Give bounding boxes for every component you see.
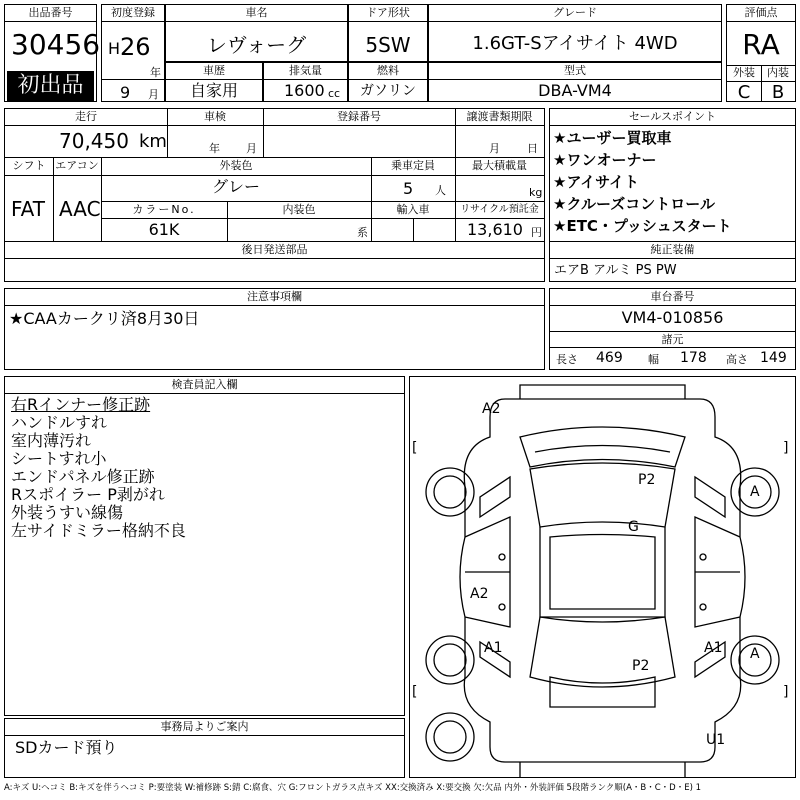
mileage-value: 70,450: [59, 129, 129, 153]
lot-label: 出品番号: [28, 6, 73, 19]
office-box: [4, 718, 405, 778]
inspection-year-unit: 年: [209, 142, 220, 155]
history-value: 自家用: [189, 81, 238, 100]
fuel-value: ガソリン: [360, 83, 416, 99]
door-box: [348, 4, 428, 62]
first-registration-label: 初度登録: [111, 6, 155, 19]
import-label: 輸入車: [396, 203, 430, 216]
car-outline-drawing: [410, 377, 795, 777]
bracket-left-front: [: [412, 440, 418, 456]
int-score-value: B: [771, 82, 785, 103]
inspection-label: 車検: [204, 110, 226, 123]
first-listing-badge: 初出品: [7, 71, 94, 101]
year-unit: 年: [150, 66, 161, 79]
history-label: 車歴: [203, 64, 225, 77]
month-unit: 月: [148, 88, 159, 101]
reg-no-label: 登録番号: [337, 110, 381, 123]
fuel-label: 燃料: [377, 64, 399, 77]
load-unit: kg: [529, 186, 543, 199]
ext-score-value: C: [737, 82, 751, 103]
equipment-label: 純正装備: [650, 243, 695, 256]
sales-point-1: ★ユーザー買取車: [553, 129, 672, 147]
capacity-value: 5: [403, 179, 414, 198]
shift-value: FAT: [11, 197, 46, 221]
sales-point-3: ★アイサイト: [553, 173, 640, 191]
recycle-value: 13,610: [467, 220, 523, 239]
damage-mark-a-rear-right-wheel: A: [750, 646, 760, 662]
office-label: 事務局よりご案内: [160, 720, 249, 733]
model-label: 型式: [564, 64, 586, 77]
height-value: 149: [760, 350, 787, 366]
displacement-box: [263, 62, 348, 102]
bracket-right-rear: ]: [783, 684, 789, 700]
height-label: 高さ: [726, 353, 748, 366]
inspector-line-6: Rスポイラー P剥がれ: [11, 485, 165, 504]
lot-number: 30456: [11, 28, 101, 61]
displacement-label: 排気量: [289, 64, 322, 77]
damage-mark-u1-rear: U1: [706, 732, 726, 748]
ac-label: エアコン: [55, 159, 99, 172]
car-diagram: [409, 376, 796, 778]
inspector-line-1: 右Rインナー修正跡: [11, 395, 151, 414]
mileage-unit: km: [139, 131, 167, 152]
int-color-label: 内装色: [282, 203, 316, 216]
equipment-value: エアB アルミ PS PW: [554, 263, 677, 278]
int-score-label: 内装: [767, 66, 789, 79]
inspector-line-7: 外装うすい線傷: [11, 503, 124, 522]
inspector-box: [4, 376, 405, 716]
damage-mark-a2-front: A2: [482, 401, 501, 417]
inspector-line-2: ハンドルすれ: [11, 413, 108, 432]
car-name-box: [165, 4, 348, 62]
length-label: 長さ: [556, 353, 578, 366]
width-value: 178: [680, 350, 707, 366]
sales-points-label: セールスポイント: [628, 110, 716, 123]
notes-label: 注意事項欄: [247, 290, 302, 303]
month-value: 9: [120, 83, 131, 102]
displacement-unit: cc: [328, 87, 341, 100]
width-label: 幅: [648, 353, 659, 366]
chassis-box: [549, 288, 796, 370]
length-value: 469: [596, 350, 623, 366]
color-no-label: カラーNo.: [132, 203, 196, 216]
inspection-month-unit: 月: [246, 142, 257, 155]
notes-value: ★CAAカークリ済8月30日: [9, 309, 200, 328]
grade-value: 1.6GT-Sアイサイト 4WD: [472, 33, 678, 54]
damage-mark-a1-right: A1: [704, 640, 723, 656]
transfer-month-unit: 月: [489, 142, 500, 155]
fuel-box: [348, 62, 428, 102]
damage-mark-a-front-right-wheel: A: [750, 484, 760, 500]
damage-mark-a2-left: A2: [470, 586, 489, 602]
dims-label: 諸元: [661, 333, 684, 346]
office-value: SDカード預り: [15, 738, 118, 757]
mileage-label: 走行: [75, 110, 97, 123]
recycle-label: リサイクル預託金: [460, 204, 539, 215]
grade-label: グレード: [553, 6, 597, 19]
damage-mark-p2-hood: P2: [638, 472, 656, 488]
damage-mark-p2-rear: P2: [632, 658, 650, 674]
damage-mark-a1-left: A1: [484, 640, 503, 656]
ac-value: AAC: [59, 197, 101, 221]
bracket-right-front: ]: [783, 440, 789, 456]
damage-code-legend: A:キズ U:ヘコミ B:キズを伴うヘコミ P:要塗装 W:補修跡 S:錆 C:腐食、穴 G:フロントガラス点キズ XX:交換済み X:要交換 欠:欠品 内外・外装評価 5段階ランク順(A・B・C・D・E) 1: [4, 783, 702, 793]
inspector-line-4: シートすれ小: [11, 449, 107, 468]
inspector-line-3: 室内薄汚れ: [11, 431, 92, 450]
inspector-line-8: 左サイドミラー格納不良: [11, 521, 186, 540]
inspector-label: 検査員記入欄: [171, 378, 238, 391]
later-parts-label: 後日発送部品: [241, 243, 308, 256]
sales-point-2: ★ワンオーナー: [553, 151, 657, 169]
year-value: 26: [120, 33, 151, 61]
recycle-unit: 円: [531, 226, 542, 239]
model-value: DBA-VM4: [538, 81, 612, 100]
ext-color-value: グレー: [211, 177, 260, 196]
sales-point-4: ★クルーズコントロール: [553, 195, 715, 213]
first-registration-box: [101, 4, 165, 102]
model-box: [428, 62, 722, 102]
score-label: 評価点: [744, 6, 778, 19]
inspector-line-5: エンドパネル修正跡: [11, 467, 155, 486]
capacity-unit: 人: [435, 184, 446, 197]
notes-box: [4, 288, 545, 370]
ext-color-label: 外装色: [219, 159, 253, 172]
transfer-label: 譲渡書類期限: [466, 110, 533, 123]
transfer-day-unit: 日: [527, 142, 538, 155]
car-name-label: 車名: [245, 6, 268, 19]
sales-point-5: ★ETC・プッシュスタート: [553, 217, 732, 235]
ext-score-label: 外装: [733, 66, 755, 79]
sales-points-box: [549, 108, 796, 282]
damage-mark-g-windshield: G: [628, 519, 639, 535]
score-value: RA: [742, 28, 780, 61]
capacity-label: 乗車定員: [391, 159, 435, 172]
history-box: [165, 62, 263, 102]
era: H: [108, 39, 121, 58]
chassis-label: 車台番号: [650, 290, 695, 303]
displacement-value: 1600: [284, 81, 325, 100]
vehicle-detail-table: [4, 108, 545, 282]
car-name-value: レヴォーグ: [206, 33, 307, 57]
int-color-unit: 系: [357, 226, 368, 239]
color-no-value: 61K: [148, 220, 180, 239]
bracket-left-rear: [: [412, 684, 418, 700]
load-label: 最大積載量: [472, 159, 527, 172]
score-box: [726, 4, 796, 102]
lot-box: [4, 4, 101, 102]
door-value: 5SW: [365, 33, 411, 57]
door-label: ドア形状: [366, 6, 410, 19]
shift-label: シフト: [12, 159, 46, 172]
chassis-value: VM4-010856: [621, 308, 724, 327]
grade-box: [428, 4, 722, 62]
